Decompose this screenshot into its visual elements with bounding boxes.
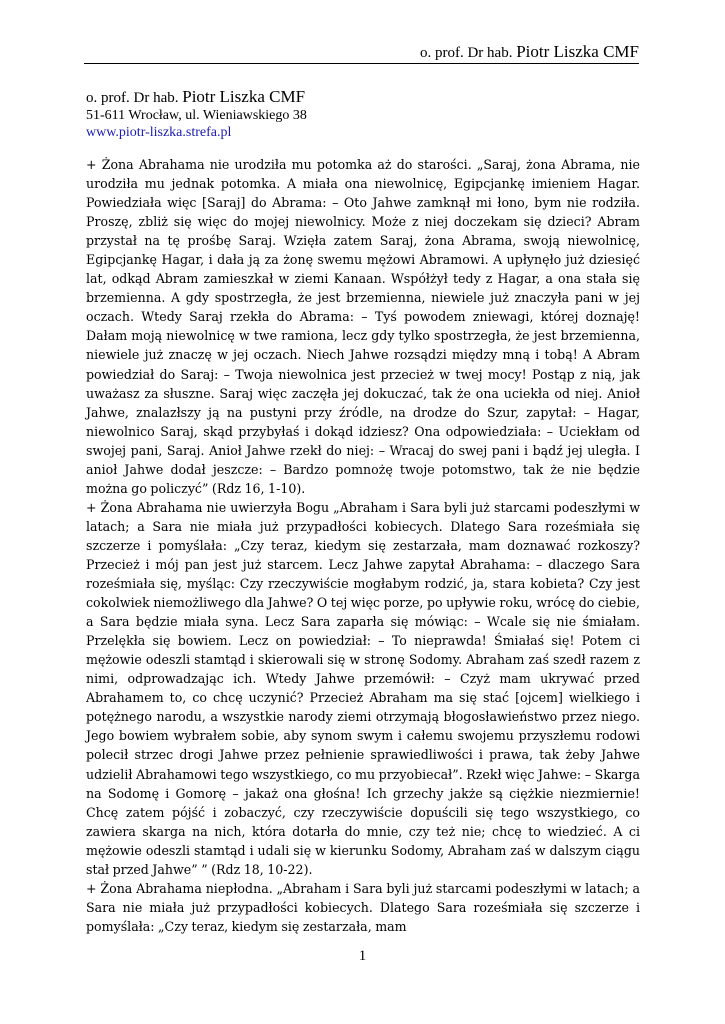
paragraph-barren-wife: + Żona Abrahama niepłodna. „Abraham i Sara byli już starcami podeszłymi w latach; a Sara nie miała już przypadłości kobiecych. Dlatego Sara roześmiała się szczerze i pomyślała: „Czy teraz, kiedym się zestarzała, mam — [86, 880, 640, 934]
page-number: 1 — [358, 948, 367, 964]
paragraph-hagar: + Żona Abrahama nie urodziła mu potomka aż do starości. „Saraj, żona Abrama, nie urodziła mu jednak potomka. A miała ona niewolnicę, Egipcjankę imieniem Hagar. Powiedziała więc [Saraj] do Abrama: – Oto Jahwe zamknął mi łono, bym nie rodziła. Proszę, zbliż się więc do mojej niewolnicy. Może z niej doczekam się dzieci? Abram przystał na tę prośbę Saraj. Wzięła zatem Saraj, żona Abrama, swoją niewolnicę, Egipcjankę Hagar, i dała ją za żonę swemu mężowi Abramowi. A upłynęło już dziesięć lat, odkąd Abram zamieszkał w ziemi Kanaan. Współżył tedy z Hagar, a ona stała się brzemienna. A gdy spostrzegła, że jest brzemienna, niewiele już znaczyła pani w jej oczach. Wtedy Saraj rzekła do Abrama: – Tyś powodem zniewagi, której doznaję! Dałam moją niewolnicę w twe ramiona, lecz gdy tylko spostrzegła, że jest brzemienna, niewiele już znaczę w jej oczach. Niech Jahwe rozsądzi między mną i tobą! A Abram powiedział do Saraj: – Twoja niewolnica jest przecież w twej mocy! Postąp z nią, jak uważasz za słuszne. Saraj więc zaczęła jej dokuczać, tak że ona uciekła od niej. Anioł Jahwe, znalazłszy ją na pustyni przy źródle, na drodze do Szur, zapytał: – Hagar, niewolnico Saraj, skąd przybyłaś i dokąd idziesz? Ona odpowiedziała: – Uciekłam od swojej pani, Saraj. Anioł Jahwe rzekł do niej: – Wracaj do swej pani i bądź jej uległa. I anioł Jahwe dodał jeszcze: – Bardzo pomnożę twoje potomstwo, tak że nie będzie można go policzyć” (Rdz 16, 1-10). — [86, 157, 640, 496]
header-rule — [84, 63, 639, 64]
author-block — [86, 88, 307, 141]
paragraph-sara-laughs: + Żona Abrahama nie uwierzyła Bogu „Abraham i Sara byli już starcami podeszłymi w latach; a Sara nie miała już przypadłości kobiecych. Dlatego Sara roześmiała się szczerze i pomyślała: „Czy teraz, kiedym się zestarzała, mam doznawać rozkoszy? Przecież i mój pan jest już starcem. Lecz Jahwe zapytał Abrahama: – dlaczego Sara roześmiała się, myśląc: Czy rzeczywiście mogłabym rodzić, ja, stara kobieta? Czy jest cokolwiek niemożliwego dla Jahwe? O tej więc porze, po upływie roku, wrócę do ciebie, a Sara będzie miała syna. Lecz Sara zaparła się mówiąc: – Wcale się nie śmiałam. Przelękła się bowiem. Lecz on powiedział: – To nieprawda! Śmiałaś się! Potem ci mężowie odeszli stamtąd i skierowali się w stronę Sodomy. Abraham zaś szedł razem z nimi, odprowadzając ich. Wtedy Jahwe przemówił: – Czyż mam ukrywać przed Abrahamem to, co chcę uczynić? Przecież Abraham ma się stać [ojcem] wielkiego i potężnego narodu, a wszystkie narody ziemi otrzymają błogosławieństwo przez niego. Jego bowiem wybrałem sobie, aby synom swym i całemu swojemu przyszłemu rodowi polecił strzec drogi Jahwe przez pełnienie sprawiedliwości i prawa, tak żeby Jahwe udzielił Abrahamowi tego wszystkiego, co mu przyobiecał”. Rzekł więc Jahwe: – Skarga na Sodomę i Gomorę – jakaż ona głośna! Ich grzechy jakże są ciężkie niezmiernie! Chcę zatem pójść i zobaczyć, czy rzeczywiście dopuścili się tego wszystkiego, co zawiera skarga na nich, która dotarła do mnie, czy też nie; chcę to wiedzieć. A ci mężowie odeszli stamtąd i udali się w kierunku Sodomy, Abraham zaś w dalszym ciągu stał przed Jahwe” ” (Rdz 18, 10-22). — [86, 499, 640, 877]
author-website-link[interactable]: www.piotr-liszka.strefa.pl — [86, 125, 232, 140]
document-body — [86, 155, 640, 936]
author-prefix: o. prof. Dr hab. — [86, 90, 179, 106]
running-header-name: Piotr Liszka CMF — [516, 42, 639, 61]
author-name-line — [86, 88, 307, 107]
author-name: Piotr Liszka CMF — [182, 87, 306, 106]
running-header-prefix: o. prof. Dr hab. — [419, 45, 513, 61]
author-address: 51-611 Wrocław, ul. Wieniawskiego 38 — [86, 108, 307, 123]
running-header — [84, 42, 639, 63]
